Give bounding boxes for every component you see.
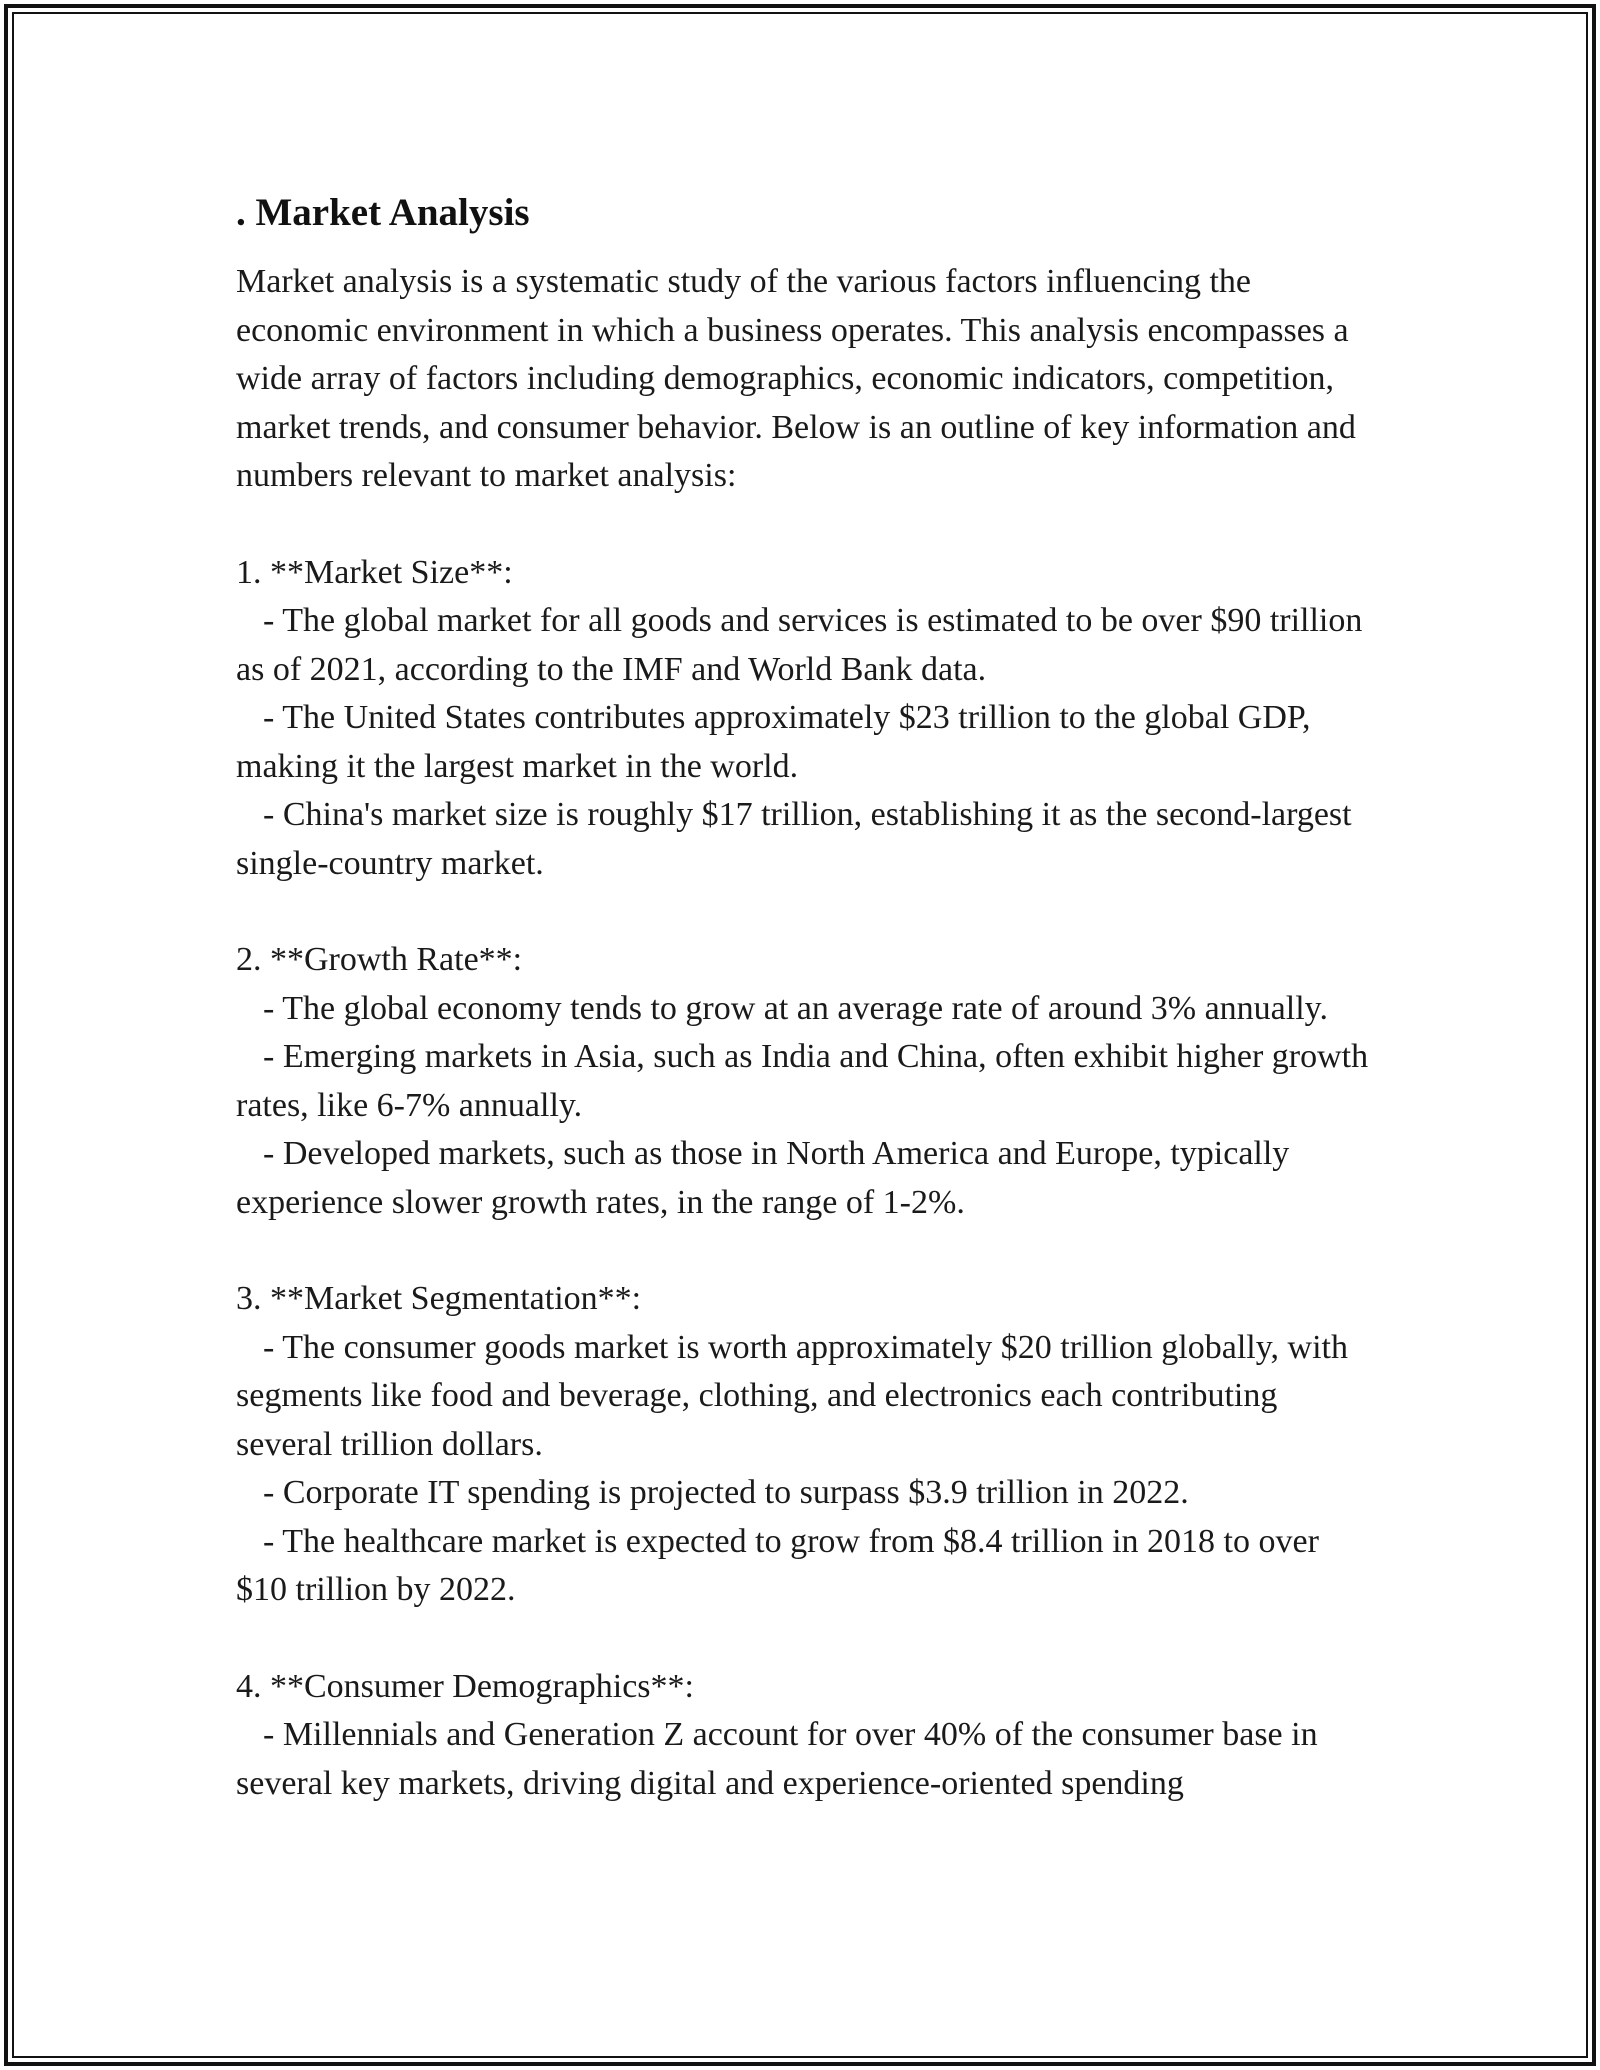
intro-paragraph: Market analysis is a systematic study of the various factors influencing the economic environment in which a business operates. This analysis encompasses a wide array of factors including demographics, economic indicators, competition, market trends, and consumer behavior. Below is an outline of key information and numbers relevant to market analysis: [236, 263, 1365, 494]
list-item: - The global economy tends to grow at an average rate of around 3% annually. [263, 989, 1328, 1027]
section-title: 4. **Consumer Demographics**: [236, 1667, 694, 1705]
list-item: - Emerging markets in Asia, such as India and China, often exhibit higher growth rates, like 6-7% annually. [236, 1038, 1369, 1124]
list-item: - The global market for all goods and services is estimated to be over $90 trillion as of 2021, according to the IMF and World Bank data. [236, 602, 1363, 688]
section-title: 3. **Market Segmentation**: [236, 1280, 642, 1317]
list-item: - The United States contributes approximately $23 trillion to the global GDP, making it the largest market in the world. [236, 699, 1311, 785]
section-title: 1. **Market Size**: [236, 553, 513, 591]
list-item: - The healthcare market is expected to grow from $8.4 trillion in 2018 to over $10 trillion by 2022. [236, 1522, 1319, 1608]
list-item: - The consumer goods market is worth approximately $20 trillion globally, with segments like food and beverage, clothing, and electronics each contributing several trillion dollars. [236, 1328, 1348, 1463]
list-item: - Millennials and Generation Z account for over 40% of the consumer base in several key markets, driving digital and experience-oriented spending [236, 1716, 1318, 1802]
section-market-size [236, 549, 1376, 889]
list-item: - China's market size is roughly $17 trillion, establishing it as the second-largest single-country market. [236, 796, 1352, 882]
section-growth-rate [236, 936, 1376, 1227]
section-market-segmentation [236, 1275, 1376, 1615]
section-consumer-demographics [236, 1663, 1376, 1809]
document-body [236, 184, 1376, 1856]
list-item: - Corporate IT spending is projected to surpass $3.9 trillion in 2022. [263, 1474, 1189, 1511]
section-title: 2. **Growth Rate**: [236, 941, 523, 978]
section-heading: . Market Analysis [236, 191, 530, 234]
list-item: - Developed markets, such as those in North America and Europe, typically experience slower growth rates, in the range of 1-2%. [236, 1135, 1290, 1221]
